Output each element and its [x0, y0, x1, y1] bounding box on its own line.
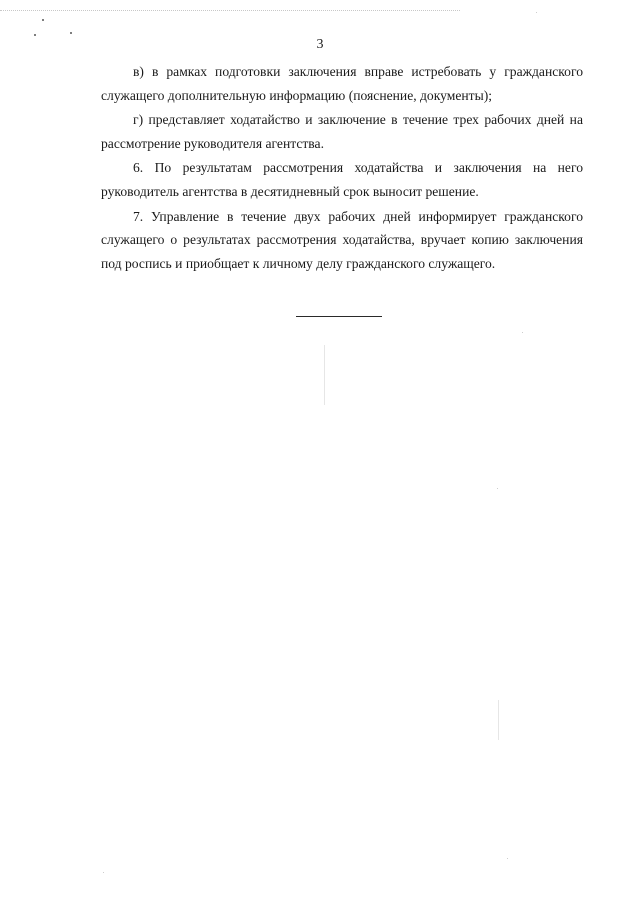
scan-speck [536, 12, 537, 13]
scan-speck [70, 32, 72, 34]
scan-artifact-line [324, 345, 325, 405]
scan-artifact-line [498, 700, 499, 740]
scan-speck [522, 332, 523, 333]
paragraph-item-7: 7. Управление в течение двух рабочих дней информирует гражданского служащего о результатах рассмотрения ходатайства, вручает копию заключения под роспись и приобщает к личному делу гражданского служащего. [101, 208, 583, 271]
paragraph-item-6: 6. По результатам рассмотрения ходатайства и заключения на него руководитель агентства в десятидневный срок выносит решение. [101, 160, 583, 199]
page-number: 3 [316, 37, 324, 52]
scan-speck [497, 488, 498, 489]
document-body [101, 60, 583, 275]
scan-speck [103, 872, 104, 873]
scan-speck [507, 858, 508, 859]
paragraph-clause-v: в) в рамках подготовки заключения вправе истребовать у гражданского служащего дополнительную информацию (пояснение, документы); [101, 64, 583, 103]
scan-speck [42, 19, 44, 21]
paragraph-clause-g: г) представляет ходатайство и заключение в течение трех рабочих дней на рассмотрение руководителя агентства. [101, 112, 583, 151]
end-divider-line [296, 316, 382, 317]
scan-artifact-top-edge [0, 10, 460, 11]
